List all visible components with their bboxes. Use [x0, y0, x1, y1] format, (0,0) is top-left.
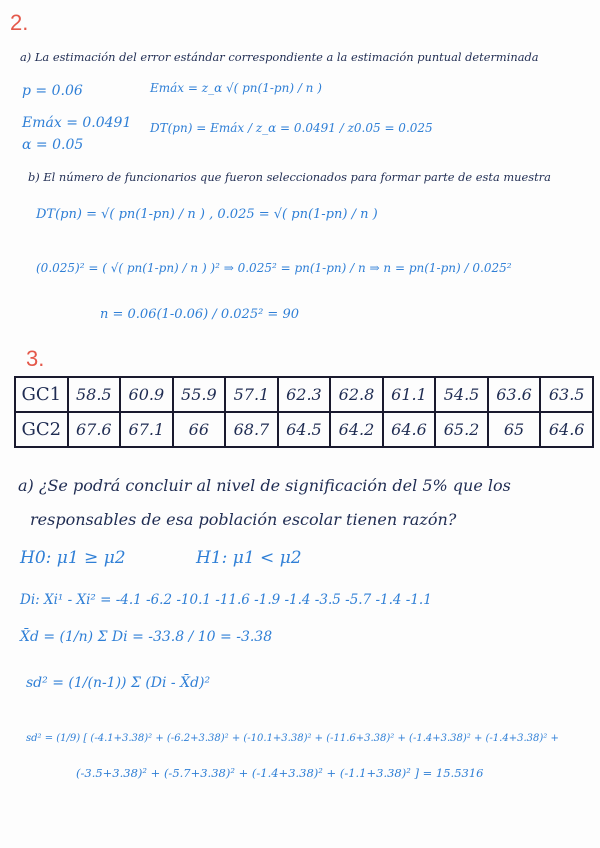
table-row: [15, 412, 593, 447]
section-3-number: 3.: [26, 346, 45, 371]
null-hypothesis: H0: μ1 ≥ μ2: [20, 548, 126, 568]
table-cell: 64.6: [540, 412, 593, 447]
table-cell: 54.5: [435, 377, 488, 412]
table-cell: 66: [173, 412, 226, 447]
variance-expanded-2: (-3.5+3.38)² + (-5.7+3.38)² + (-1.4+3.38)² + (-1.1+3.38)² ] = 15.5316: [76, 766, 484, 780]
row-label: GC2: [15, 412, 68, 447]
n-result: n = 0.06(1-0.06) / 0.025² = 90: [100, 307, 299, 322]
table-cell: 64.5: [278, 412, 331, 447]
differences-line: Di: Xi¹ - Xi² = -4.1 -6.2 -10.1 -11.6 -1.9 -1.4 -3.5 -5.7 -1.4 -1.1: [20, 592, 432, 608]
table-cell: 64.6: [383, 412, 436, 447]
alt-hypothesis: H1: μ1 < μ2: [196, 548, 302, 568]
mean-difference: X̄d = (1/n) Σ Di = -33.8 / 10 = -3.38: [20, 629, 273, 645]
emax-value: Emáx = 0.0491: [22, 115, 132, 131]
dt-equation-2: (0.025)² = ( √( pn(1-pn) / n ) )² ⇒ 0.025² = pn(1-pn) / n ⇒ n = pn(1-pn) / 0.025²: [36, 261, 512, 275]
section-2-number: 2.: [10, 10, 29, 35]
table-row: [15, 377, 593, 412]
table-cell: 65.2: [435, 412, 488, 447]
table-cell: 61.1: [383, 377, 436, 412]
table-cell: 68.7: [225, 412, 278, 447]
table-cell: 62.3: [278, 377, 331, 412]
question-line-1: a) ¿Se podrá concluir al nivel de significación del 5% que los: [18, 476, 511, 495]
table-cell: 63.5: [540, 377, 593, 412]
alpha-value: α = 0.05: [22, 137, 84, 153]
table-cell: 60.9: [120, 377, 173, 412]
table-cell: 62.8: [330, 377, 383, 412]
table-cell: 64.2: [330, 412, 383, 447]
table-cell: 65: [488, 412, 541, 447]
table-cell: 67.1: [120, 412, 173, 447]
part-b-heading: b) El número de funcionarios que fueron seleccionados para formar parte de esta muestra: [28, 170, 551, 184]
row-label: GC1: [15, 377, 68, 412]
variance-formula: sd² = (1/(n-1)) Σ (Di - X̄d)²: [26, 675, 211, 691]
dt-formula: DT(pn) = Emáx / z_α = 0.0491 / z0.05 = 0.025: [150, 121, 433, 135]
variance-expanded-1: sd² = (1/9) [ (-4.1+3.38)² + (-6.2+3.38)² + (-10.1+3.38)² + (-11.6+3.38)² + (-1.4+3.38)² + (-1.4+3.38)² +: [26, 733, 559, 744]
emax-formula: Emáx = z_α √( pn(1-pn) / n ): [150, 81, 322, 95]
table-cell: 55.9: [173, 377, 226, 412]
p-value: p = 0.06: [22, 83, 83, 99]
groups-table: [14, 376, 594, 448]
table-cell: 63.6: [488, 377, 541, 412]
table-cell: 57.1: [225, 377, 278, 412]
part-a-heading: a) La estimación del error estándar correspondiente a la estimación puntual determinada: [20, 50, 539, 64]
table-cell: 67.6: [68, 412, 121, 447]
question-line-2: responsables de esa población escolar tienen razón?: [30, 510, 457, 529]
table-cell: 58.5: [68, 377, 121, 412]
dt-equation-1: DT(pn) = √( pn(1-pn) / n ) , 0.025 = √( pn(1-pn) / n ): [36, 207, 378, 222]
